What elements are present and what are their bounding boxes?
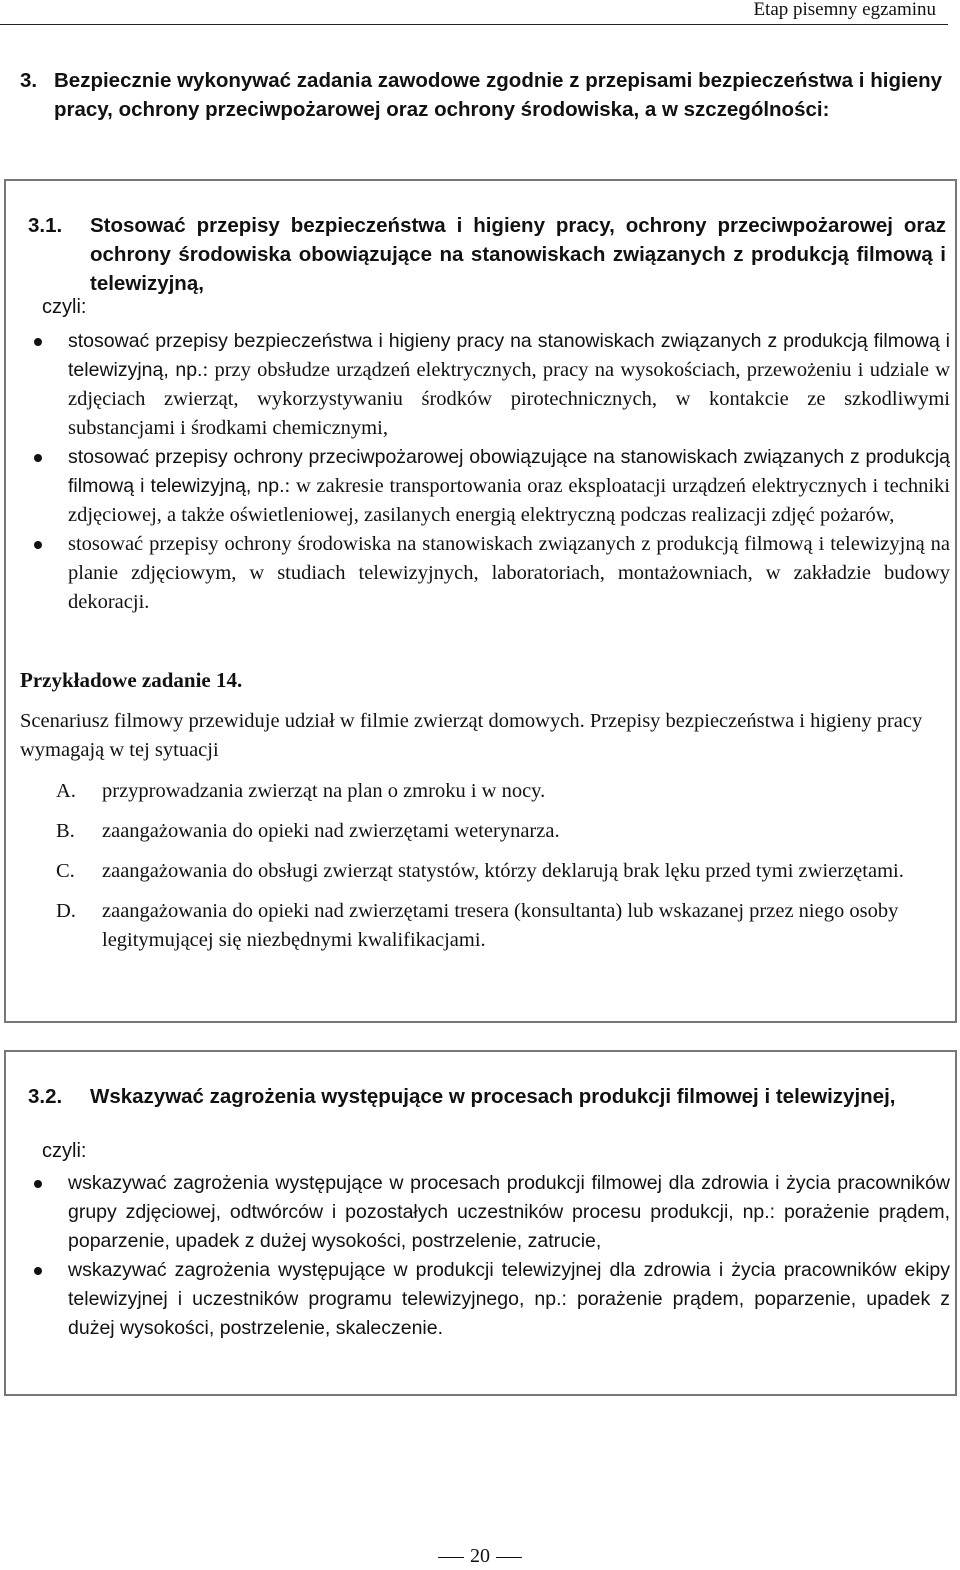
bullet-sans-text: stosować przepisy ochrony przeciwpożarowej obowiązujące na stanowiskach związanych z produkcją filmową i telewizyjną, np. <box>68 446 950 497</box>
section-3-2-title: Wskazywać zagrożenia występujące w procesach produkcji filmowej i telewizyjnej, <box>90 1085 896 1108</box>
answer-letter: D. <box>56 900 76 922</box>
answer-text: przyprowadzania zwierząt na plan o zmroku i w nocy. <box>102 780 546 802</box>
dash-left <box>438 1557 464 1559</box>
list-item <box>20 530 950 617</box>
czyli-label: czyli: <box>42 1140 87 1162</box>
answer-option-a <box>56 777 936 806</box>
answer-option-b <box>56 817 936 846</box>
section-3-2-heading <box>28 1082 946 1111</box>
page-number-text: 20 <box>470 1545 490 1567</box>
answer-letter: A. <box>56 780 76 802</box>
section-3-2-box <box>4 1050 957 1396</box>
section-3-1-box <box>4 179 957 1023</box>
header-title: Etap pisemny egzaminu <box>753 0 936 20</box>
page-number <box>0 1545 960 1568</box>
answer-list <box>56 777 936 966</box>
list-item <box>20 327 950 443</box>
example-task-text: Scenariusz filmowy przewiduje udział w filmie zwierząt domowych. Przepisy bezpieczeństwa i higieny pracy wymagają w tej sytuacji <box>20 710 923 761</box>
answer-letter: C. <box>56 860 75 882</box>
bullet-icon <box>34 338 42 346</box>
answer-option-d <box>56 897 936 955</box>
section-3-1-bullets <box>20 327 950 617</box>
bullet-sans-text: stosować przepisy bezpieczeństwa i higieny pracy na stanowiskach związanych z produkcją filmową i telewizyjną, np. <box>68 330 950 381</box>
section-3-1-title: Stosować przepisy bezpieczeństwa i higieny pracy, ochrony przeciwpożarowej oraz ochrony środowiska obowiązujące na stanowiskach związanych z produkcją filmową i telewizyjną, <box>90 214 946 295</box>
example-task-title: Przykładowe zadanie 14. <box>20 668 243 692</box>
answer-text: zaangażowania do opieki nad zwierzętami weterynarza. <box>102 820 560 842</box>
answer-text: zaangażowania do obsługi zwierząt statystów, którzy deklarują brak lęku przed tymi zwierzętami. <box>102 860 904 882</box>
bullet-icon <box>34 541 42 549</box>
bullet-sans-text: wskazywać zagrożenia występujące w produkcji telewizyjnej dla zdrowia i życia pracowników ekipy telewizyjnej i uczestników programu telewizyjnego, np.: porażenie prądem, poparzenie, upadek z dużej wysokości, postrzelenie, skaleczenie. <box>68 1259 950 1339</box>
bullet-text: : w zakresie transportowania oraz eksploatacji urządzeń elektrycznych i techniki zdjęciowej, a także oświetleniowej, zasilanych energią elektryczną podczas realizacji zdjęć pożarów, <box>68 475 950 526</box>
section-3-text: Bezpiecznie wykonywać zadania zawodowe zgodnie z przepisami bezpieczeństwa i higieny pracy, ochrony przeciwpożarowej oraz ochrony środowiska, a w szczególności: <box>54 69 942 121</box>
bullet-text: : przy obsłudze urządzeń elektrycznych, pracy na wysokościach, przewożeniu i udziale w zdjęciach zwierząt, wykorzystywaniu środków pirotechnicznych, w kontakcie ze szkodliwymi substancjami i środkami chemicznymi, <box>68 359 950 439</box>
czyli-label: czyli: <box>42 296 87 318</box>
bullet-icon <box>34 1267 42 1275</box>
section-3-2-number: 3.2. <box>28 1085 63 1108</box>
section-3 <box>20 66 942 124</box>
section-3-1-number: 3.1. <box>28 214 63 237</box>
bullet-icon <box>34 1180 42 1188</box>
section-3-2-bullets <box>20 1169 950 1343</box>
section-3-number: 3. <box>20 69 38 92</box>
bullet-text: stosować przepisy ochrony środowiska na stanowiskach związanych z produkcją filmową i telewizyjną na planie zdjęciowym, w studiach telewizyjnych, laboratoriach, montażowniach, w zakładzie budowy dekoracji. <box>68 533 950 613</box>
page-header <box>0 0 948 25</box>
list-item <box>20 443 950 530</box>
answer-text: zaangażowania do opieki nad zwierzętami tresera (konsultanta) lub wskazanej przez niego osoby legitymującej się niezbędnymi kwalifikacjami. <box>102 900 899 951</box>
list-item <box>20 1169 950 1256</box>
dash-right <box>496 1557 522 1559</box>
bullet-icon <box>34 454 42 462</box>
answer-option-c <box>56 857 936 886</box>
answer-letter: B. <box>56 820 75 842</box>
bullet-sans-text: wskazywać zagrożenia występujące w procesach produkcji filmowej dla zdrowia i życia pracowników grupy zdjęciowej, odtwórców i pozostałych uczestników procesu produkcji, np.: porażenie prądem, poparzenie, upadek z dużej wysokości, postrzelenie, zatrucie, <box>68 1172 950 1252</box>
list-item <box>20 1256 950 1343</box>
section-3-1-heading <box>28 211 946 298</box>
